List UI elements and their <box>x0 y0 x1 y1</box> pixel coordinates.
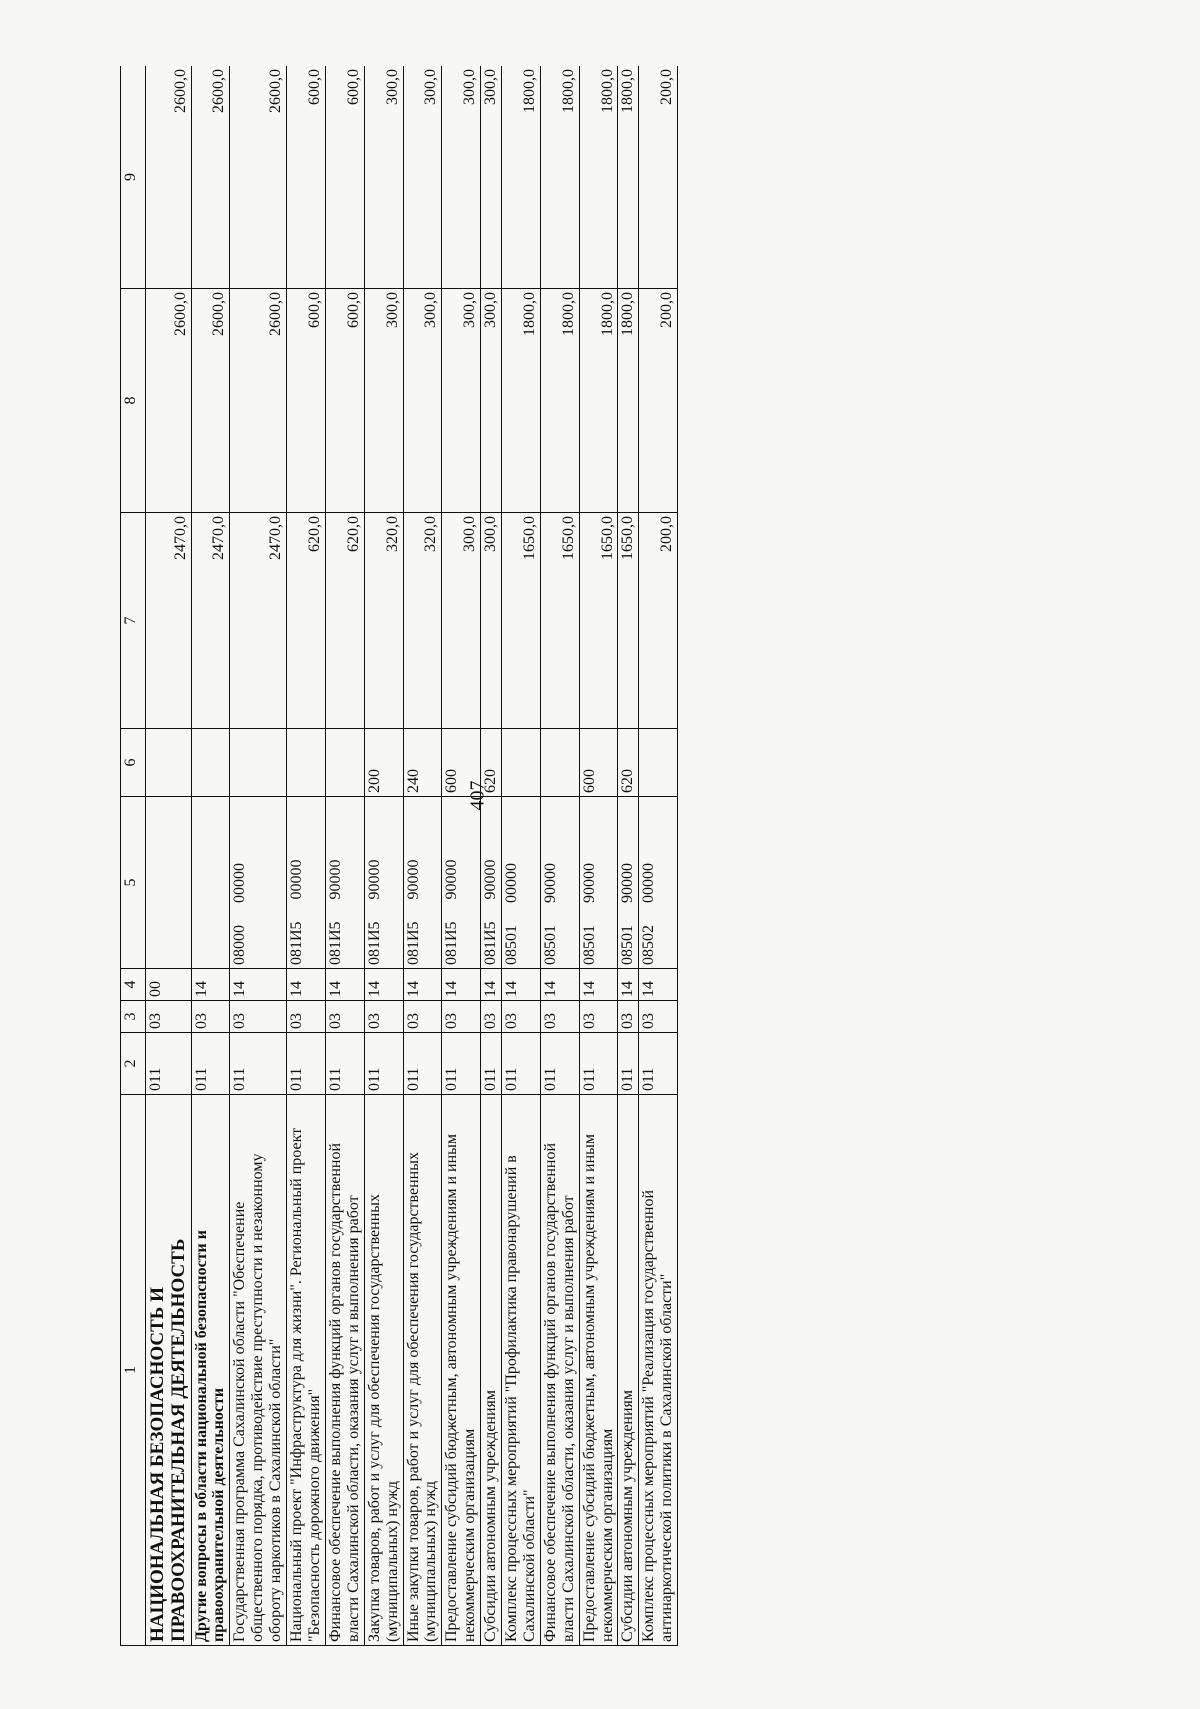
row-name-cell: НАЦИОНАЛЬНАЯ БЕЗОПАСНОСТЬ И ПРАВООХРАНИТЕЛЬНАЯ ДЕЯТЕЛЬНОСТЬ <box>146 1095 192 1646</box>
row-col5-cell: 081И5 90000 <box>481 797 502 969</box>
row-col4-cell: 14 <box>230 969 287 1001</box>
row-col8-cell: 200,0 <box>639 289 678 513</box>
row-col6-cell: 240 <box>403 729 442 797</box>
header-col-7: 7 <box>121 513 146 729</box>
row-col5-cell: 08000 00000 <box>230 797 287 969</box>
row-col4-cell: 14 <box>287 969 326 1001</box>
table-wrapper <box>120 66 1025 1646</box>
table-row <box>325 66 364 1646</box>
row-col3-cell: 03 <box>639 1001 678 1033</box>
row-col7-cell: 320,0 <box>364 513 403 729</box>
table-row <box>191 66 230 1646</box>
row-col6-cell: 620 <box>481 729 502 797</box>
row-col8-cell: 1800,0 <box>579 289 618 513</box>
row-col7-cell: 1650,0 <box>502 513 541 729</box>
row-name-cell: Субсидии автономным учреждениям <box>481 1095 502 1646</box>
row-col5-cell: 081И5 00000 <box>287 797 326 969</box>
row-col4-cell: 14 <box>481 969 502 1001</box>
row-col2-cell: 011 <box>230 1033 287 1095</box>
row-col6-cell: 600 <box>579 729 618 797</box>
table-row <box>540 66 579 1646</box>
row-col9-cell: 1800,0 <box>579 66 618 289</box>
row-name-cell: Предоставление субсидий бюджетным, автономным учреждениям и иным некоммерческим организациям <box>579 1095 618 1646</box>
row-col6-cell: 600 <box>442 729 481 797</box>
row-col8-cell: 1800,0 <box>540 289 579 513</box>
row-col2-cell: 011 <box>639 1033 678 1095</box>
row-name-cell: Финансовое обеспечение выполнения функций органов государственной власти Сахалинской области, оказания услуг и выполнения работ <box>540 1095 579 1646</box>
row-name-cell: Государственная программа Сахалинской области "Обеспечение общественного порядка, противодействие преступности и незаконному обороту наркотиков в Сахалинской области" <box>230 1095 287 1646</box>
row-col7-cell: 1650,0 <box>579 513 618 729</box>
row-name-cell: Иные закупки товаров, работ и услуг для обеспечения государственных (муниципальных) нужд <box>403 1095 442 1646</box>
row-col6-cell <box>146 729 192 797</box>
row-col8-cell: 1800,0 <box>618 289 639 513</box>
row-col9-cell: 200,0 <box>639 66 678 289</box>
row-col4-cell: 14 <box>502 969 541 1001</box>
row-name-cell: Финансовое обеспечение выполнения функций органов государственной власти Сахалинской области, оказания услуг и выполнения работ <box>325 1095 364 1646</box>
row-col8-cell: 300,0 <box>364 289 403 513</box>
row-col4-cell: 14 <box>325 969 364 1001</box>
row-col2-cell: 011 <box>502 1033 541 1095</box>
header-col-4: 4 <box>121 969 146 1001</box>
table-row <box>403 66 442 1646</box>
row-col3-cell: 03 <box>191 1001 230 1033</box>
row-col2-cell: 011 <box>287 1033 326 1095</box>
row-col9-cell: 300,0 <box>403 66 442 289</box>
row-col7-cell: 1650,0 <box>540 513 579 729</box>
row-name-cell: Субсидии автономным учреждениям <box>618 1095 639 1646</box>
row-col8-cell: 300,0 <box>442 289 481 513</box>
row-col5-cell: 08501 90000 <box>618 797 639 969</box>
row-col2-cell: 011 <box>481 1033 502 1095</box>
row-col7-cell: 2470,0 <box>191 513 230 729</box>
budget-table <box>120 66 678 1646</box>
row-col9-cell: 2600,0 <box>230 66 287 289</box>
row-col9-cell: 1800,0 <box>502 66 541 289</box>
row-col3-cell: 03 <box>364 1001 403 1033</box>
table-row <box>579 66 618 1646</box>
row-col2-cell: 011 <box>146 1033 192 1095</box>
row-col2-cell: 011 <box>442 1033 481 1095</box>
header-col-5: 5 <box>121 797 146 969</box>
row-col9-cell: 300,0 <box>364 66 403 289</box>
row-name-cell: Комплекс процессных мероприятий "Реализация государственной антинаркотической политики в Сахалинской области" <box>639 1095 678 1646</box>
row-col7-cell: 320,0 <box>403 513 442 729</box>
row-col4-cell: 14 <box>579 969 618 1001</box>
row-col3-cell: 03 <box>325 1001 364 1033</box>
header-col-6: 6 <box>121 729 146 797</box>
row-name-cell: Комплекс процессных мероприятий "Профилактика правонарушений в Сахалинской области" <box>502 1095 541 1646</box>
row-col8-cell: 300,0 <box>481 289 502 513</box>
row-col9-cell: 600,0 <box>287 66 326 289</box>
row-col5-cell: 081И5 90000 <box>364 797 403 969</box>
row-col4-cell: 14 <box>540 969 579 1001</box>
header-col-1: 1 <box>121 1095 146 1646</box>
row-col8-cell: 2600,0 <box>230 289 287 513</box>
table-row <box>481 66 502 1646</box>
row-col9-cell: 300,0 <box>442 66 481 289</box>
row-col5-cell: 08502 00000 <box>639 797 678 969</box>
row-col3-cell: 03 <box>540 1001 579 1033</box>
row-col6-cell <box>191 729 230 797</box>
row-col5-cell: 08501 90000 <box>579 797 618 969</box>
row-col7-cell: 200,0 <box>639 513 678 729</box>
table-row <box>442 66 481 1646</box>
row-col5-cell <box>191 797 230 969</box>
row-name-cell: Предоставление субсидий бюджетным, автономным учреждениям и иным некоммерческим организациям <box>442 1095 481 1646</box>
row-col3-cell: 03 <box>502 1001 541 1033</box>
row-col4-cell: 14 <box>403 969 442 1001</box>
row-col6-cell <box>287 729 326 797</box>
row-col8-cell: 300,0 <box>403 289 442 513</box>
row-col6-cell <box>540 729 579 797</box>
row-col6-cell <box>639 729 678 797</box>
row-col3-cell: 03 <box>481 1001 502 1033</box>
row-col9-cell: 600,0 <box>325 66 364 289</box>
table-row <box>502 66 541 1646</box>
row-col8-cell: 1800,0 <box>502 289 541 513</box>
row-col4-cell: 14 <box>364 969 403 1001</box>
row-col9-cell: 300,0 <box>481 66 502 289</box>
row-col7-cell: 300,0 <box>442 513 481 729</box>
row-col2-cell: 011 <box>191 1033 230 1095</box>
table-row <box>364 66 403 1646</box>
row-name-cell: Другие вопросы в области национальной безопасности и правоохранительной деятельности <box>191 1095 230 1646</box>
row-col9-cell: 2600,0 <box>191 66 230 289</box>
row-name-cell: Национальный проект "Инфраструктура для жизни". Региональный проект "Безопасность дорожного движения" <box>287 1095 326 1646</box>
row-col4-cell: 14 <box>639 969 678 1001</box>
row-col8-cell: 600,0 <box>287 289 326 513</box>
row-col9-cell: 1800,0 <box>618 66 639 289</box>
row-col6-cell <box>502 729 541 797</box>
row-col6-cell <box>325 729 364 797</box>
row-col2-cell: 011 <box>618 1033 639 1095</box>
row-col2-cell: 011 <box>325 1033 364 1095</box>
row-col5-cell: 081И5 90000 <box>442 797 481 969</box>
row-col2-cell: 011 <box>540 1033 579 1095</box>
row-col6-cell: 200 <box>364 729 403 797</box>
table-row <box>146 66 192 1646</box>
row-col7-cell: 620,0 <box>287 513 326 729</box>
row-col5-cell: 081И5 90000 <box>403 797 442 969</box>
table-row <box>639 66 678 1646</box>
table-row <box>618 66 639 1646</box>
row-col2-cell: 011 <box>364 1033 403 1095</box>
row-name-cell: Закупка товаров, работ и услуг для обеспечения государственных (муниципальных) нужд <box>364 1095 403 1646</box>
header-col-9: 9 <box>121 66 146 289</box>
row-col3-cell: 03 <box>442 1001 481 1033</box>
row-col5-cell <box>146 797 192 969</box>
row-col5-cell: 08501 00000 <box>502 797 541 969</box>
page-number: 407 <box>466 780 489 811</box>
row-col7-cell: 1650,0 <box>618 513 639 729</box>
row-col6-cell: 620 <box>618 729 639 797</box>
row-col7-cell: 620,0 <box>325 513 364 729</box>
header-col-3: 3 <box>121 1001 146 1033</box>
row-col9-cell: 2600,0 <box>146 66 192 289</box>
row-col5-cell: 08501 90000 <box>540 797 579 969</box>
row-col8-cell: 2600,0 <box>191 289 230 513</box>
header-col-8: 8 <box>121 289 146 513</box>
row-col6-cell <box>230 729 287 797</box>
row-col3-cell: 03 <box>403 1001 442 1033</box>
row-col2-cell: 011 <box>403 1033 442 1095</box>
table-row <box>287 66 326 1646</box>
row-col4-cell: 14 <box>618 969 639 1001</box>
row-col3-cell: 03 <box>579 1001 618 1033</box>
table-body <box>146 66 678 1646</box>
header-col-2: 2 <box>121 1033 146 1095</box>
rotated-table-frame <box>120 66 1025 1646</box>
row-col7-cell: 300,0 <box>481 513 502 729</box>
row-col5-cell: 081И5 90000 <box>325 797 364 969</box>
row-col3-cell: 03 <box>146 1001 192 1033</box>
table-row <box>230 66 287 1646</box>
row-col7-cell: 2470,0 <box>146 513 192 729</box>
row-col3-cell: 03 <box>287 1001 326 1033</box>
row-col8-cell: 600,0 <box>325 289 364 513</box>
row-col4-cell: 00 <box>146 969 192 1001</box>
row-col8-cell: 2600,0 <box>146 289 192 513</box>
header-row <box>121 66 146 1646</box>
row-col7-cell: 2470,0 <box>230 513 287 729</box>
row-col3-cell: 03 <box>230 1001 287 1033</box>
row-col4-cell: 14 <box>442 969 481 1001</box>
row-col2-cell: 011 <box>579 1033 618 1095</box>
row-col3-cell: 03 <box>618 1001 639 1033</box>
row-col4-cell: 14 <box>191 969 230 1001</box>
row-col9-cell: 1800,0 <box>540 66 579 289</box>
